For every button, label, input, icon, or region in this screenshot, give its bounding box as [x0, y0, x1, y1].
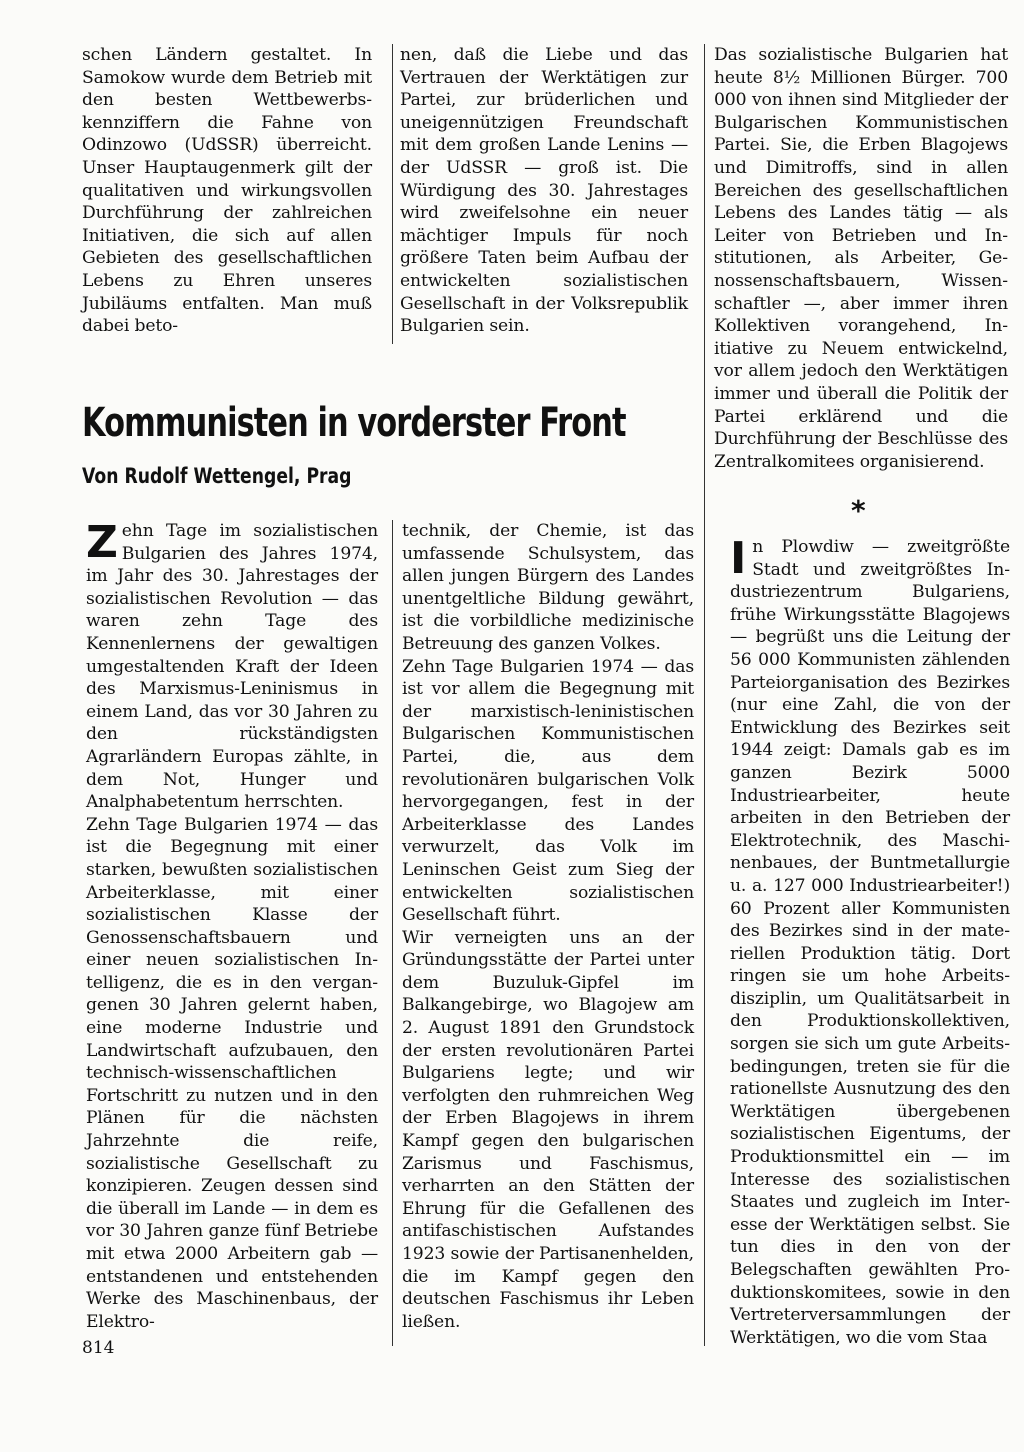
prev-article-column-1 — [82, 44, 372, 338]
prev-article-text-2: nen, daß die Liebe und das Vertrauen der Werktätigen zur Partei, zur brüderlichen und uneigennützigen Freundschaft mit dem großen Lande Lenins — der UdSSR — groß ist. Die Würdigung des 30. Jahrestages wird zweifelsohne ein neuer mächtiger Impuls für noch größere Taten beim Aufbau der entwickelten sozialistischen Gesellschaft in der Volksrepublik Bulgarien sein. — [400, 45, 688, 337]
column-rule — [704, 44, 705, 1346]
article-column-1 — [86, 517, 378, 1333]
article-paragraph: technik, der Chemie, ist das umfassende Schulsystem, das allen jungen Bürgern des Landes unentgeltliche Bildung gewährt, ist die vorbildliche medizinische Betreuung des ganzen Volkes. — [402, 521, 694, 654]
right-column-bottom-body: n Plowdiw — zweitgrößte Stadt und zweitgrößtes Industriezentrum Bulgariens, frühe Wirkungsstätte Blagojews — begrüßt uns die Leitung der 56 000 Kommunisten zählenden Parteiorganisation des Bezirkes (nur eine Zahl, die von der Entwicklung des Bezirkes seit 1944 zeigt: Damals gab es im ganzen Bezirk 5000 Industriearbeiter, heute arbeiten in den Betrieben der Elektrotechnik, des Maschinenbaues, der Buntmetallurgie u. a. 127 000 Industriearbeiter!) 60 Prozent aller Kommunisten des Bezirkes sind in der materiellen Produktion tätig. Dort ringen sie um hohe Arbeitsdisziplin, um Qualitätsarbeit in den Produktionskollektiven, sorgen sie sich um gute Arbeitsbedingungen, treten sie für die rationellste Ausnutzung des den Werktätigen übergebenen sozialistischen Eigentums, der Produktionsmittel ein — im Interesse des sozialistischen Staates und zugleich im Interesse der Werktätigen selbst. Sie tun dies in den von der Belegschaften gewählten Produktionskomitees, sowie in den Vertreterversammlungen der Werktätigen, wo die vom Staa — [730, 537, 1010, 1348]
right-column-text-top: Das sozialistische Bulgarien hat heute 8½ Millionen Bürger. 700 000 von ihnen sind Mitglieder der Bulgarischen Kommunistischen Partei. Sie, die Erben Blagojews und Dimitroffs, sind in allen Bereichen des gesellschaftlichen Lebens des Landes tätig — als Leiter von Betrieben und Institutionen, als Arbeiter, Genossenschaftsbauern, Wissenschaftler —, aber immer ihren Kollektiven vorangehend, Initiative zu Neuem entwickelnd, vor allem jedoch den Werktätigen immer und überall die Politik der Partei erklärend und die Durchführung der Beschlüsse des Zentralkomitees organisierend. — [714, 45, 1008, 472]
article-paragraph: Zehn Tage Bulgarien 1974 — das ist vor allem die Begegnung mit der marxistisch-leninistischen Bulgarischen Kommunistischen Partei, die, aus dem revolutionären bulgarischen Volk hervorgegangen, fest in der Arbeiterklasse des Landes verwurzelt, das Volk im Leninschen Geist zum Sieg der entwickelten sozialistischen Gesellschaft führt. — [402, 656, 694, 926]
article-headline: Kommunisten in vorderster Front — [82, 400, 626, 446]
right-column-bottom — [730, 533, 1010, 1349]
article-column-2 — [402, 520, 694, 1333]
article-paragraph-body: ehn Tage im sozialistischen Bulgarien des Jahres 1974, im Jahr des 30. Jahrestages der sozialistischen Revolution — das waren zehn Tage des Kennenlernens der gewaltigen umgestaltenden Kraft der Ideen des Marxismus-Leninismus in einem Land, das vor 30 Jahren zu den rückständigsten Agrarländern Europas zählte, in dem Not, Hunger und Analphabetentum herrschten. — [86, 521, 378, 813]
drop-cap-initial: Z — [86, 517, 118, 568]
right-column-top — [714, 44, 1008, 473]
article-paragraph: Wir verneigten uns an der Gründungsstätte der Partei unter dem Buzuluk-Gipfel im Balkangebirge, wo Blagojew am 2. August 1891 den Grundstock der ersten revolutionären Partei Bulgariens legte; und wir verfolgten den ruhmreichen Weg der Erben Blagojews in ihrem Kampf gegen den bulgarischen Zarismus und Faschismus, verharrten an den Stätten der Ehrung für die Gefallenen des antifaschistischen Aufstandes 1923 sowie der Partisanenhelden, die im Kampf gegen den deutschen Faschismus ihr Leben ließen. — [402, 927, 694, 1332]
article-byline: Von Rudolf Wettengel, Prag — [82, 464, 352, 488]
prev-article-text-1: schen Ländern gestaltet. In Samokow wurde dem Betrieb mit den besten Wettbewerbskennziffern die Fahne von Odinzowo (UdSSR) überreicht. Unser Hauptaugenmerk gilt der qualitativen und wirkungsvollen Durchführung der zahlreichen Initiativen, die sich auf allen Gebieten des gesellschaftlichen Lebens zu Ehren unseres Jubiläums entfalten. Man muß dabei beto- — [82, 45, 372, 337]
prev-article-column-2 — [400, 44, 688, 338]
article-paragraph — [86, 517, 378, 814]
column-rule — [392, 44, 393, 344]
drop-cap-initial: I — [730, 533, 747, 584]
column-rule — [392, 520, 393, 1346]
section-separator-star: * — [851, 494, 866, 527]
right-column-text-bottom — [730, 533, 1010, 1349]
page-number: 814 — [82, 1338, 115, 1358]
article-paragraph: Zehn Tage Bulgarien 1974 — das ist die Begegnung mit einer starken, bewußten sozialistischen Arbeiterklasse, mit einer sozialistischen Klasse der Genossenschaftsbauern und einer neuen sozialistischen Intelligenz, die es in den vergangenen 30 Jahren gelernt haben, eine moderne Industrie und Landwirtschaft aufzubauen, den technisch-wissenschaftlichen Fortschritt zu nutzen und in den Plänen für die nächsten Jahrzehnte die reife, sozialistische Gesellschaft zu konzipieren. Zeugen dessen sind die überall im Lande — in dem es vor 30 Jahren ganze fünf Betriebe mit etwa 2000 Arbeitern gab — entstandenen und entstehenden Werke des Maschinenbaus, der Elektro- — [86, 814, 378, 1332]
